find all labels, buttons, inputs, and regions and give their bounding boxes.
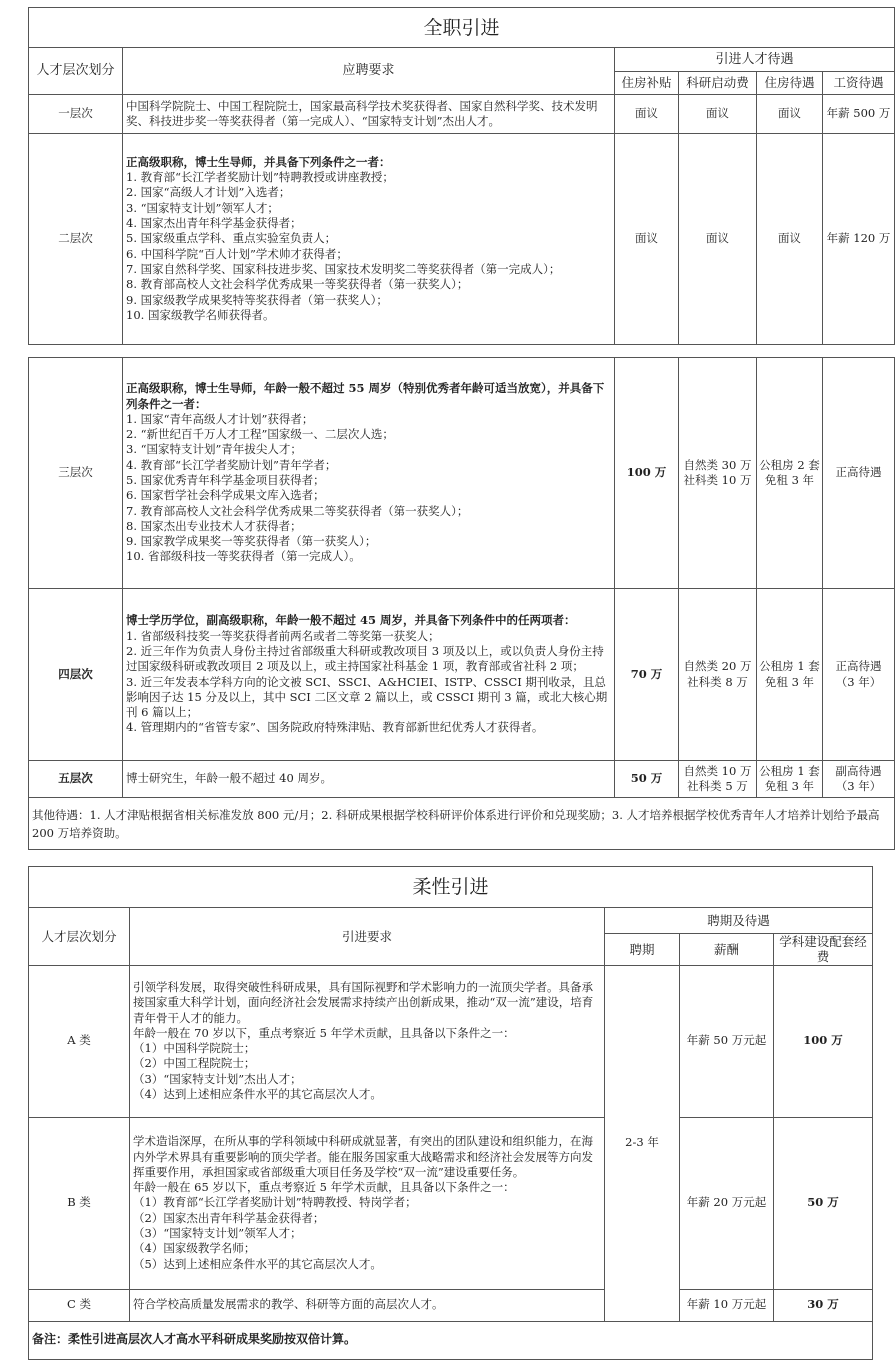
table-row [29, 761, 895, 798]
requirement-line: （4）国家级教学名师； [133, 1241, 256, 1256]
research-fund-social: 社科类 8 万 [687, 674, 748, 689]
term-cell: 2-3 年 [605, 965, 680, 1321]
requirement-item: 7. 教育部高校人文社会科学优秀成果二等奖获得者（第一获奖人）； [126, 503, 469, 518]
requirement-line: （2）国家杰出青年科学基金获得者； [133, 1210, 325, 1225]
requirement-line: （3）“国家特支计划”杰出人才； [133, 1071, 302, 1086]
requirement-item: 10. 国家级教学名师获得者。 [126, 307, 275, 322]
housing-cell: 公租房 1 套免租 3 年 [757, 761, 823, 798]
housing-subsidy-cell: 100 万 [615, 358, 679, 589]
level-cell: B 类 [29, 1117, 130, 1289]
housing-cell: 公租房 1 套免租 3 年 [757, 589, 823, 761]
requirement-intro: 博士学历学位，副高级职称，年龄一般不超过 45 周岁，并具备下列条件中的任两项者： [126, 613, 576, 628]
col-header-term: 聘期 [605, 934, 680, 966]
requirement-intro: 正高级职称，博士生导师，并具备下列条件之一者： [126, 154, 391, 169]
requirement-item: 9. 国家级教学成果奖特等奖获得者（第一获奖人）； [126, 292, 388, 307]
col-header-housing: 住房待遇 [757, 72, 823, 95]
col-header-research-fund: 科研启动费 [679, 72, 757, 95]
research-fund-cell: 面议 [679, 134, 757, 345]
requirement-item: 2. 国家“高级人才计划”入选者； [126, 185, 291, 200]
housing-cell: 面议 [757, 95, 823, 134]
research-fund-natural: 自然类 10 万 [683, 763, 752, 778]
salary-cell: 年薪 10 万元起 [680, 1289, 774, 1321]
requirement-item: 8. 国家杰出专业技术人才获得者； [126, 518, 302, 533]
requirement-item: 6. 中国科学院“百人计划”学术帅才获得者； [126, 246, 348, 261]
requirement-line: 学术造诣深厚，在所从事的学科领域中科研成就显著，有突出的团队建设和组织能力，在海内外学术界具有重要影响的顶尖学者。能在服务国家重大战略需求和经济社会发展等方向发挥重要作用，承担国家或省部级重大项目任务及学校“双一流”建设重要任务。 [133, 1134, 593, 1179]
fulltime-title: 全职引进 [29, 8, 895, 48]
requirements-cell [130, 965, 605, 1117]
requirement-intro: 正高级职称，博士生导师，年龄一般不超过 55 周岁（特别优秀者年龄可适当放宽），并具备下列条件之一者： [126, 381, 605, 411]
table-row [29, 965, 873, 1117]
requirements-cell [123, 761, 615, 798]
salary-term: （3 年） [835, 779, 882, 793]
requirement-item: 4. 国家杰出青年科学基金获得者； [126, 216, 302, 231]
requirements-cell [130, 1117, 605, 1289]
research-fund-natural: 自然类 30 万 [683, 457, 752, 472]
requirement-item: 2. “新世纪百千万人才工程”国家级一、二层次人选； [126, 427, 394, 442]
table-row [29, 95, 895, 134]
salary-cell [823, 589, 895, 761]
salary-value: 正高待遇 [835, 659, 882, 674]
fulltime-table [28, 7, 895, 345]
other-benefits: 其他待遇：1. 人才津贴根据省相关标准发放 800 元/月；2. 科研成果根据学校科研评价体系进行评价和兑现奖励；3. 人才培养根据学校优秀青年人才培养计划给予最高 200 万培养资助。 [29, 798, 895, 850]
housing-cell: 公租房 2 套免租 3 年 [757, 358, 823, 589]
requirement-item: 7. 国家自然科学奖、国家科技进步奖、国家技术发明奖二等奖获得者（第一完成人）； [126, 261, 561, 276]
col-header-level: 人才层次划分 [29, 48, 123, 95]
requirement-item: 博士研究生，年龄一般不超过 40 周岁。 [126, 771, 332, 786]
requirement-item: 3. 近三年发表本学科方向的论文被 SCI、SSCI、A&HCIEI、ISTP、CSSCI 期刊收录，且总影响因子达 15 分及以上，其中 SCI 二区文章 2 篇以上，或 CSSCI 期刊 3 篇，或北大核心期刊 6 篇以上； [126, 674, 608, 720]
requirement-item: 6. 国家哲学社会科学成果文库入选者； [126, 488, 325, 503]
requirements-cell [123, 134, 615, 345]
level-cell: C 类 [29, 1289, 130, 1321]
col-header-fund: 学科建设配套经费 [774, 934, 873, 966]
fund-cell: 100 万 [774, 965, 873, 1117]
fulltime-table-continued [28, 357, 895, 850]
requirement-item: 1. 国家“青年高级人才计划”获得者； [126, 411, 314, 426]
table-row [29, 358, 895, 589]
salary-cell: 年薪 50 万元起 [680, 965, 774, 1117]
col-header-level: 人才层次划分 [29, 908, 130, 966]
salary-cell: 年薪 120 万 [823, 134, 895, 345]
housing-subsidy-cell: 50 万 [615, 761, 679, 798]
col-header-salary: 薪酬 [680, 934, 774, 966]
research-fund-cell: 面议 [679, 95, 757, 134]
salary-cell: 年薪 20 万元起 [680, 1117, 774, 1289]
housing-subsidy-cell: 面议 [615, 95, 679, 134]
table-row [29, 134, 895, 345]
research-fund-social: 社科类 10 万 [683, 473, 752, 487]
requirement-item: 3. “国家特支计划”青年拔尖人才； [126, 442, 302, 457]
requirement-item: 9. 国家教学成果奖一等奖获得者（第一获奖人）； [126, 534, 377, 549]
requirement-item: 10. 省部级科技一等奖获得者（第一完成人）。 [126, 549, 361, 564]
fulltime-block-continued [28, 357, 882, 850]
research-fund-cell [679, 761, 757, 798]
col-header-salary: 工资待遇 [823, 72, 895, 95]
salary-cell [823, 761, 895, 798]
level-cell: A 类 [29, 965, 130, 1117]
level-cell: 二层次 [29, 134, 123, 345]
col-header-requirements: 引进要求 [130, 908, 605, 966]
requirement-item: 2. 近三年作为负责人身份主持过省部级重大科研或教改项目 3 项及以上，或以负责人身份主持过国家级科研或教改项目 2 项及以上，或主持国家社科基金 1 项，教育部或省社科 2 项； [126, 643, 604, 674]
level-cell: 三层次 [29, 358, 123, 589]
requirements-cell [123, 589, 615, 761]
housing-cell: 面议 [757, 134, 823, 345]
requirement-item: 4. 管理期内的“省管专家”、国务院政府特殊津贴、教育部新世纪优秀人才获得者。 [126, 720, 544, 735]
housing-subsidy-cell: 70 万 [615, 589, 679, 761]
research-fund-natural: 自然类 20 万 [683, 659, 752, 674]
requirement-line: （5）达到上述相应条件水平的其它高层次人才。 [133, 1256, 382, 1271]
research-fund-cell [679, 589, 757, 761]
requirement-item: 1. 省部级科技奖一等奖获得者前两名或者二等奖第一获奖人； [126, 628, 440, 643]
housing-subsidy-cell: 面议 [615, 134, 679, 345]
requirement-item: 8. 教育部高校人文社会科学优秀成果一等奖获得者（第一获奖人）； [126, 277, 469, 292]
requirement-item: 5. 国家级重点学科、重点实验室负责人； [126, 231, 337, 246]
fulltime-block [28, 7, 891, 345]
level-cell: 四层次 [29, 589, 123, 761]
requirement-item: 5. 国家优秀青年科学基金项目获得者； [126, 473, 325, 487]
col-header-treatment: 引进人才待遇 [615, 48, 895, 72]
requirement-line: （3）“国家特支计划”领军人才； [133, 1226, 302, 1241]
level-cell: 一层次 [29, 95, 123, 134]
requirement-line: （4）达到上述相应条件水平的其它高层次人才。 [133, 1086, 382, 1101]
requirements-cell [130, 1289, 605, 1321]
requirement-line: （2）中国工程院院士； [133, 1056, 256, 1071]
requirements-cell [123, 358, 615, 589]
col-header-housing-subsidy: 住房补贴 [615, 72, 679, 95]
research-fund-cell [679, 358, 757, 589]
requirement-item: 4. 教育部“长江学者奖励计划”青年学者； [126, 457, 337, 472]
salary-value: 副高待遇 [835, 763, 882, 778]
requirement-item: 中国科学院院士、中国工程院院士，国家最高科学技术奖获得者、国家自然科学奖、技术发明奖、科技进步奖一等奖获得者（第一完成人）、“国家特支计划”杰出人才。 [126, 98, 598, 128]
salary-cell: 正高待遇 [823, 358, 895, 589]
requirement-item: 3. “国家特支计划”领军人才； [126, 200, 279, 215]
col-header-treatment: 聘期及待遇 [605, 908, 873, 934]
flexible-note: 备注：柔性引进高层次人才高水平科研成果奖励按双倍计算。 [29, 1321, 873, 1359]
table-row [29, 1117, 873, 1289]
requirement-item: 1. 教育部“长江学者奖励计划”特聘教授或讲座教授； [126, 170, 394, 185]
flexible-title: 柔性引进 [29, 867, 873, 908]
requirements-cell [123, 95, 615, 134]
fund-cell: 30 万 [774, 1289, 873, 1321]
research-fund-social: 社科类 5 万 [687, 779, 748, 793]
flexible-table [28, 866, 873, 1360]
flexible-block [28, 866, 872, 1360]
salary-cell: 年薪 500 万 [823, 95, 895, 134]
requirement-line: 年龄一般在 65 岁以下，重点考察近 5 年学术贡献，且具备以下条件之一： [133, 1180, 515, 1195]
level-cell: 五层次 [29, 761, 123, 798]
requirement-line: 年龄一般在 70 岁以下，重点考察近 5 年学术贡献，且具备以下条件之一： [133, 1025, 515, 1040]
table-row [29, 1289, 873, 1321]
requirement-line: （1）教育部“长江学者奖励计划”特聘教授、特岗学者； [133, 1195, 417, 1210]
col-header-requirements: 应聘要求 [123, 48, 615, 95]
fund-cell: 50 万 [774, 1117, 873, 1289]
table-row [29, 589, 895, 761]
requirement-line: 符合学校高质量发展需求的教学、科研等方面的高层次人才。 [133, 1297, 444, 1312]
salary-term: （3 年） [835, 674, 882, 689]
requirement-line: （1）中国科学院院士； [133, 1041, 256, 1056]
requirement-line: 引领学科发展，取得突破性科研成果，具有国际视野和学术影响力的一流顶尖学者。具备承接国家重大科学计划，面向经济社会发展需求持续产出创新成果，推动“双一流”建设，培育青年骨干人才的能力。 [133, 979, 594, 1025]
